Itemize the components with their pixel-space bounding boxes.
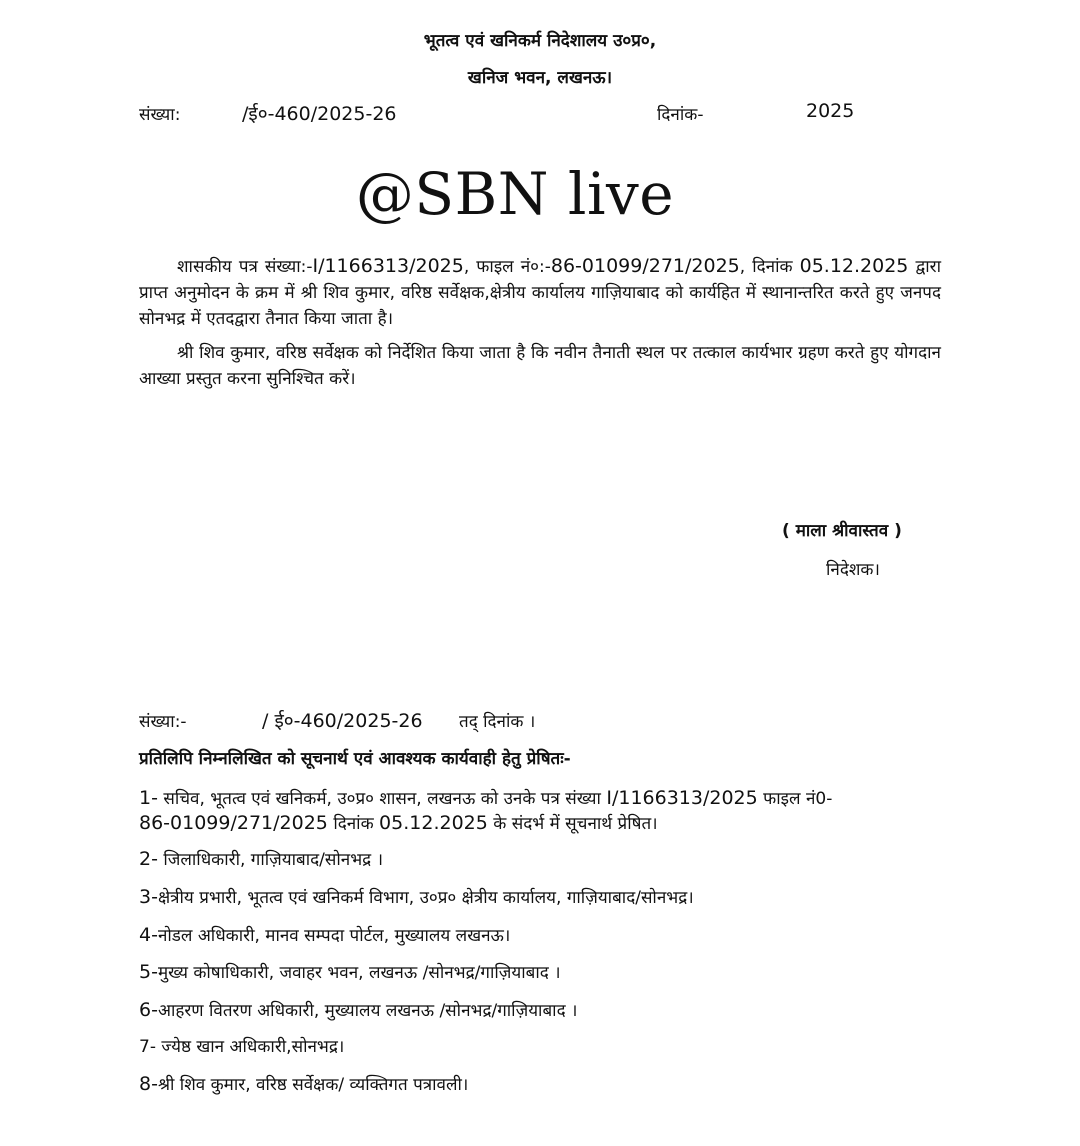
copy-item-8-text: श्री शिव कुमार, वरिष्ठ सर्वेक्षक/ व्यक्तिगत पत्रावली। [157,1075,469,1095]
copy-item-6-number: 6- [139,999,158,1021]
copy-item-1-letter-no: I/1166313/2025 [606,787,758,809]
copy-item-8-number: 8- [139,1073,158,1095]
copy-ref-date: तद् दिनांक । [459,712,536,732]
copy-item-5 [139,960,941,985]
copy-item-1 [139,786,941,836]
copy-heading: प्रतिलिपि निम्नलिखित को सूचनार्थ एवं आवश्यक कार्यवाही हेतु प्रेषितः- [139,749,571,769]
copy-item-7-number: 7- [139,1037,156,1057]
p1-file-no: 86-01099/271/2025 [550,255,740,277]
copy-item-3-number: 3- [139,886,158,908]
copy-item-1-number: 1- [139,787,158,809]
copy-item-6-text: आहरण वितरण अधिकारी, मुख्यालय लखनऊ /सोनभद्र/गाज़ियाबाद । [157,1001,578,1021]
copy-item-1-text-d: के संदर्भ में सूचनार्थ प्रेषित। [493,814,658,834]
copy-item-4-text: नोडल अधिकारी, मानव सम्पदा पोर्टल, मुख्यालय लखनऊ। [157,926,511,946]
body-paragraph-1 [139,253,941,332]
copy-ref-number: / ई०-460/2025-26 [262,710,423,732]
department-address: खनिज भवन, लखनऊ। [467,68,613,88]
p1-text-c: , दिनांक [739,257,793,277]
ref-year: 2025 [806,100,855,122]
copy-item-4 [139,923,941,948]
copy-item-7-text: ज्येष्ठ खान अधिकारी,सोनभद्र। [161,1037,345,1057]
watermark-text: @SBN live [355,160,675,228]
p1-gov-letter-no: I/1166313/2025 [312,255,464,277]
p1-date: 05.12.2025 [799,255,909,277]
copy-item-4-number: 4- [139,924,158,946]
copy-item-1-file-no: 86-01099/271/2025 [139,812,328,834]
signatory-name: ( माला श्रीवास्तव ) [782,521,902,541]
copy-item-8 [139,1072,941,1097]
ref-label: संख्या: [139,105,181,125]
body-paragraph-2: श्री शिव कुमार, वरिष्ठ सर्वेक्षक को निर्देशित किया जाता है कि नवीन तैनाती स्थल पर तत्काल कार्यभार ग्रहण करते हुए योगदान आख्या प्रस्तुत करना सुनिश्चित करें। [139,343,941,389]
copy-item-2-text: जिलाधिकारी, गाज़ियाबाद/सोनभद्र । [163,850,384,870]
copy-item-5-text: मुख्य कोषाधिकारी, जवाहर भवन, लखनऊ /सोनभद्र/गाज़ियाबाद । [157,963,561,983]
p1-text-b: , फाइल नं०:- [463,257,551,277]
signatory-designation: निदेशक। [826,560,880,580]
copy-item-7 [139,1035,941,1059]
copy-ref-label: संख्या:- [139,712,187,732]
copy-item-5-number: 5- [139,961,158,983]
copy-item-2 [139,847,941,872]
copy-item-3-text: क्षेत्रीय प्रभारी, भूतत्व एवं खनिकर्म विभाग, उ०प्र० क्षेत्रीय कार्यालय, गाज़ियाबाद/सोनभद्र। [157,888,694,908]
p1-text-d: द्वारा प्राप्त अनुमोदन के क्रम में श्री शिव कुमार, वरिष्ठ सर्वेक्षक,क्षेत्रीय कार्यालय गाज़ियाबाद को कार्यहित में स्थानान्तरित करते हुए जनपद सोनभद्र में एतदद्वारा तैनात किया जाता है। [139,257,941,329]
ref-number: /ई०-460/2025-26 [242,103,397,125]
copy-item-3 [139,885,941,910]
copy-item-1-date: 05.12.2025 [379,812,488,834]
copy-item-2-number: 2- [139,848,158,870]
ref-date-label: दिनांक- [657,105,704,125]
copy-item-1-text-c: दिनांक [333,814,374,834]
p1-text-a: शासकीय पत्र संख्या:- [177,257,313,277]
department-name: भूतत्व एवं खनिकर्म निदेशालय उ०प्र०, [423,31,657,51]
copy-item-1-text-a: सचिव, भूतत्व एवं खनिकर्म, उ०प्र० शासन, लखनऊ को उनके पत्र संख्या [163,789,601,809]
copy-item-6 [139,998,941,1023]
copy-item-1-text-b: फाइल नं0- [763,789,833,809]
